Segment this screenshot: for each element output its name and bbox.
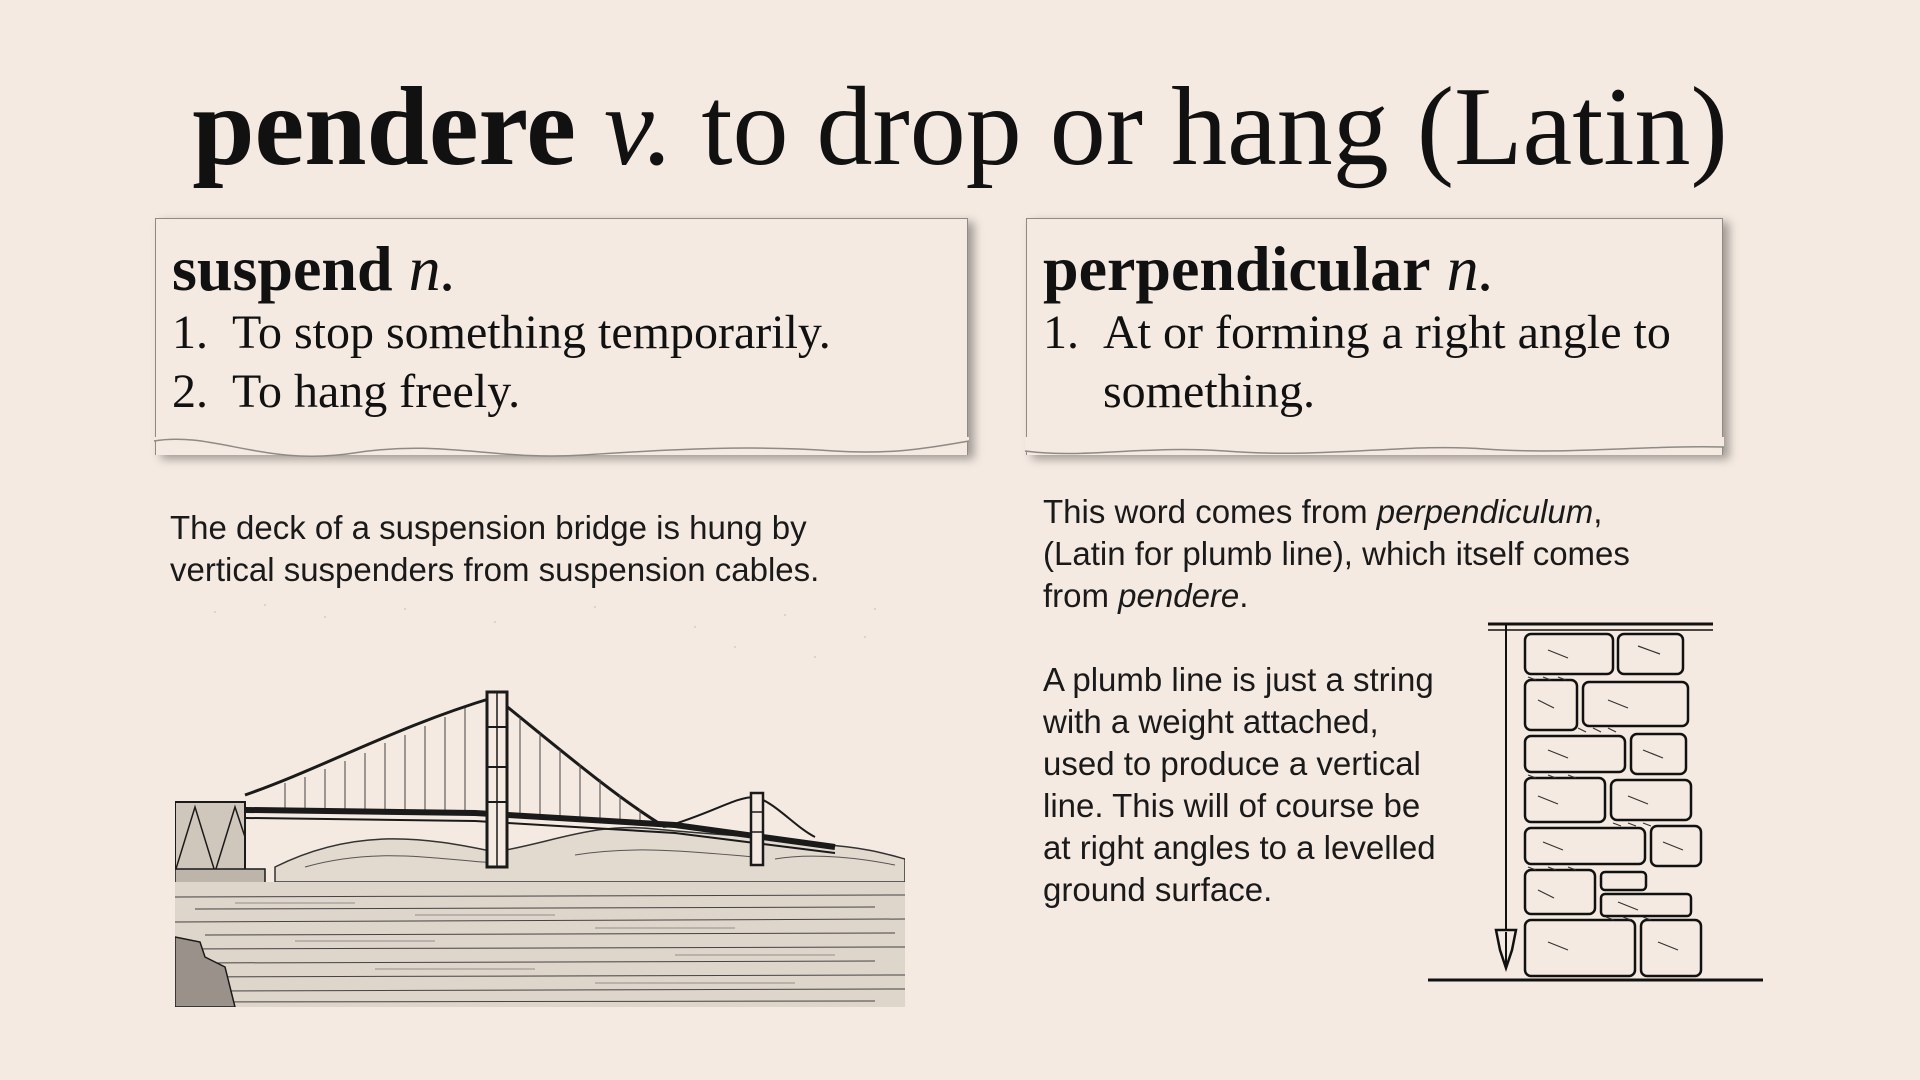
etymology-caption (1043, 491, 1630, 617)
caption-line: line. This will of course be (1043, 787, 1421, 824)
caption-line: A plumb line is just a string (1043, 661, 1434, 698)
caption-line: at right angles to a levelled (1043, 829, 1436, 866)
caption-line (1043, 491, 1630, 533)
page-title (0, 62, 1920, 192)
definition-list (172, 303, 831, 421)
headword-pos: n. (1446, 233, 1495, 304)
caption-line: (Latin for plumb line), which itself comes (1043, 535, 1630, 572)
caption-line: vertical suspenders from suspension cables. (170, 551, 820, 588)
torn-edge (154, 437, 969, 477)
definition-number: 2. (172, 365, 208, 418)
plumb-line-illustration (1428, 620, 1768, 985)
definition-number: 1. (1043, 306, 1079, 359)
caption-line: The deck of a suspension bridge is hung by (170, 509, 807, 546)
definition-item (172, 362, 831, 421)
plumb-line-caption (1043, 659, 1436, 911)
caption-line: with a weight attached, (1043, 703, 1379, 740)
headword-perpendicular (1043, 229, 1495, 309)
caption-line: used to produce a vertical (1043, 745, 1421, 782)
headword-text: suspend (172, 233, 393, 304)
definition-text-line1: At or forming a right angle to (1103, 306, 1671, 359)
text: This word comes from (1043, 493, 1377, 530)
definition-text: To hang freely. (232, 365, 521, 418)
bridge-caption (170, 507, 819, 591)
title-pos: v. (603, 65, 674, 189)
definition-number: 1. (172, 306, 208, 359)
definition-text-line2: something. (1103, 365, 1315, 418)
headword-pos: n. (408, 233, 457, 304)
definition-text (1103, 303, 1671, 421)
definition-item (1043, 303, 1671, 421)
definition-item (172, 303, 831, 362)
caption-line: ground surface. (1043, 871, 1273, 908)
definition-card-suspend (155, 218, 968, 455)
text: . (1239, 577, 1249, 614)
caption-line (1043, 575, 1630, 617)
title-definition: to drop or hang (Latin) (701, 65, 1728, 189)
headword-text: perpendicular (1043, 233, 1431, 304)
torn-edge (1025, 437, 1724, 477)
definition-card-perpendicular (1026, 218, 1723, 455)
bridge-illustration (175, 597, 905, 1007)
title-word: pendere (192, 65, 576, 189)
italic-term: perpendiculum (1376, 493, 1594, 530)
definition-list (1043, 303, 1671, 421)
text: , (1593, 493, 1603, 530)
headword-suspend (172, 229, 457, 309)
text: from (1043, 577, 1119, 614)
definition-text: To stop something temporarily. (232, 306, 831, 359)
italic-term: pendere (1118, 577, 1240, 614)
